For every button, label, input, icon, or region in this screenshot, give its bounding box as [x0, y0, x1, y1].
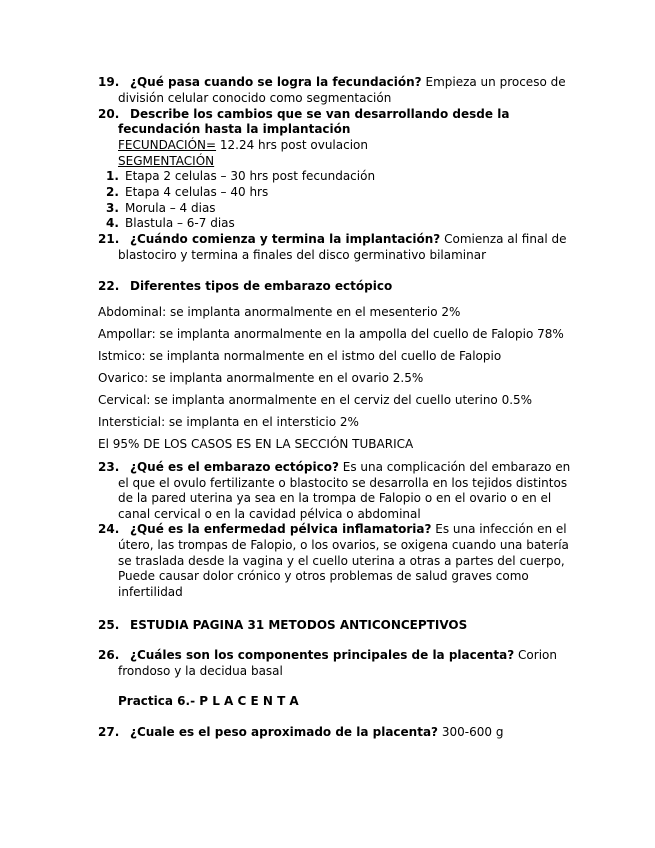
step-text: Etapa 2 celulas – 30 hrs post fecundación [125, 169, 376, 183]
step-text: Blastula – 6-7 dias [125, 216, 235, 230]
answer-text: Empieza un proceso de [425, 75, 566, 89]
answer-text: Es una infección en el [435, 522, 567, 536]
question-number: 27. [98, 725, 120, 739]
ectopic-type: Abdominal: se implanta anormalmente en el mesenterio 2% [98, 305, 461, 319]
ectopic-type: Ampollar: se implanta anormalmente en la ampolla del cuello de Falopio 78% [98, 327, 564, 341]
answer-text: Es una complicación del embarazo en [342, 460, 571, 474]
question-number: 26. [98, 648, 120, 662]
ectopic-type: Istmico: se implanta normalmente en el istmo del cuello de Falopio [98, 349, 502, 363]
answer-text: blastociro y termina a finales del disco germinativo bilaminar [118, 248, 487, 262]
answer-text: de la pared uterina ya sea en la trompa de Falopio o en el ovario o en el [118, 491, 552, 505]
question-number: 25. [98, 618, 120, 632]
ectopic-summary: El 95% DE LOS CASOS ES EN LA SECCIÓN TUBARICA [98, 437, 414, 451]
step-number: 2. [106, 185, 119, 199]
fecundacion-value: 12.24 hrs post ovulacion [219, 138, 368, 152]
step-number: 4. [106, 216, 119, 230]
answer-text: 300-600 g [441, 725, 504, 739]
answer-text: división celular conocido como segmentación [118, 91, 392, 105]
question-23-line-1 [130, 460, 570, 475]
step-text: Morula – 4 dias [125, 201, 216, 215]
answer-text: se traslada desde la vagina y el cuello uterina a otras a partes del cuerpo, [118, 554, 565, 568]
step-text: Etapa 4 celulas – 40 hrs [125, 185, 269, 199]
question-27-line-1 [130, 725, 503, 740]
question-text: fecundación hasta la implantación [118, 122, 351, 136]
question-text: ¿Qué es la enfermedad pélvica inflamatoria? [130, 522, 432, 536]
answer-text: Corion [518, 648, 557, 662]
fecundacion-line [118, 138, 368, 153]
question-number: 24. [98, 522, 120, 536]
question-21-line-1 [130, 232, 566, 247]
answer-text: infertilidad [118, 585, 183, 599]
question-26-line-1 [130, 648, 557, 663]
ectopic-type: Intersticial: se implanta en el intersticio 2% [98, 415, 359, 429]
step-number: 1. [106, 169, 119, 183]
question-number: 23. [98, 460, 120, 474]
answer-text: Puede causar dolor crónico y otros problemas de salud graves como [118, 569, 529, 583]
question-text: Describe los cambios que se van desarrollando desde la [130, 107, 510, 121]
question-text: ¿Cuándo comienza y termina la implantación? [130, 232, 441, 246]
answer-text: útero, las trompas de Falopio, o los ovarios, se oxigena cuando una batería [118, 538, 569, 552]
answer-text: Comienza al final de [444, 232, 567, 246]
answer-text: el que el ovulo fertilizante o blastocito se desarrolla en los tejidos distintos [118, 476, 568, 490]
question-text: ¿Qué es el embarazo ectópico? [130, 460, 339, 474]
question-number: 21. [98, 232, 120, 246]
question-19-line-1 [130, 75, 566, 90]
segmentacion-label: SEGMENTACIÓN [118, 154, 215, 168]
ectopic-type: Cervical: se implanta anormalmente en el cerviz del cuello uterino 0.5% [98, 393, 533, 407]
section-title: Diferentes tipos de embarazo ectópico [130, 279, 393, 293]
question-text: ¿Cuáles son los componentes principales de la placenta? [130, 648, 515, 662]
question-number: 20. [98, 107, 120, 121]
study-instruction: ESTUDIA PAGINA 31 METODOS ANTICONCEPTIVOS [130, 618, 468, 632]
step-number: 3. [106, 201, 119, 215]
answer-text: canal cervical o en la cavidad pélvica o abdominal [118, 507, 421, 521]
question-number: 19. [98, 75, 120, 89]
question-text: ¿Qué pasa cuando se logra la fecundación? [130, 75, 422, 89]
question-text: ¿Cuale es el peso aproximado de la placenta? [130, 725, 439, 739]
practica-title: Practica 6.- P L A C E N T A [118, 694, 299, 708]
question-24-line-1 [130, 522, 567, 537]
answer-text: frondoso y la decidua basal [118, 664, 283, 678]
ectopic-type: Ovarico: se implanta anormalmente en el ovario 2.5% [98, 371, 424, 385]
question-number: 22. [98, 279, 120, 293]
fecundacion-label: FECUNDACIÓN= [118, 138, 217, 152]
